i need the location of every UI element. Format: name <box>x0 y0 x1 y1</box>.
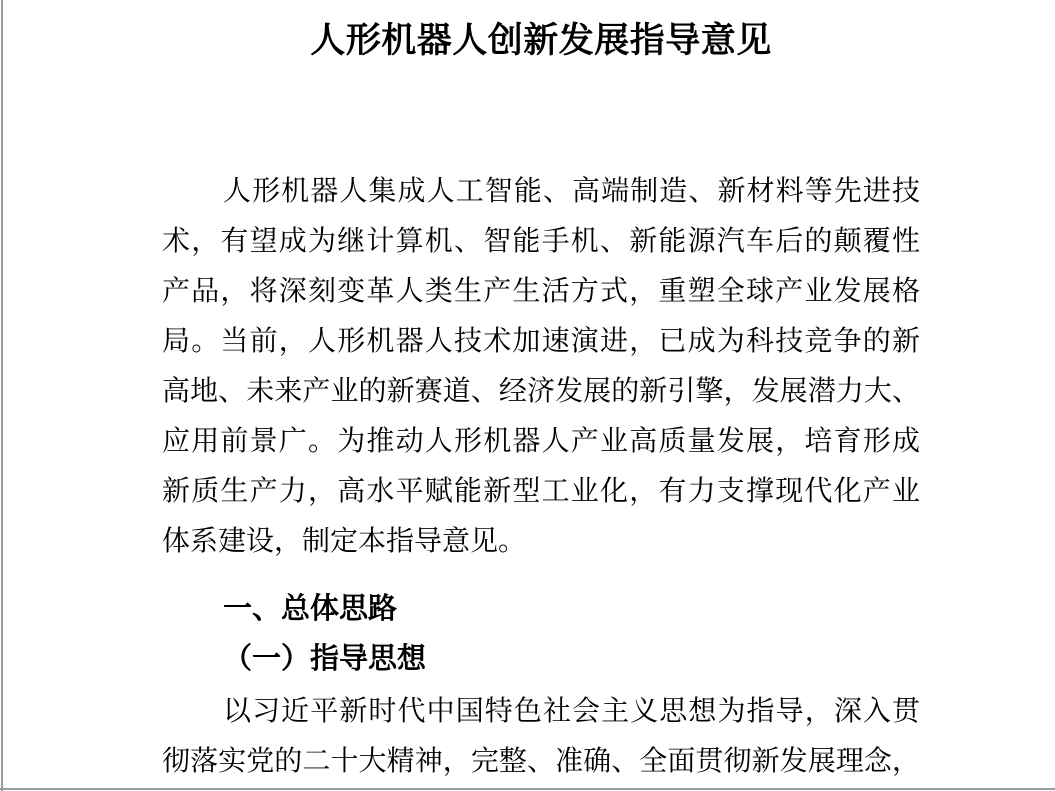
subsection-heading: （一）指导思想 <box>223 643 427 675</box>
paragraph-line: 以习近平新时代中国特色社会主义思想为指导，深入贯 <box>223 696 920 727</box>
section-heading: 一、总体思路 <box>223 593 398 625</box>
paragraph-line: 术，有望成为继计算机、智能手机、新能源汽车后的颠覆性 <box>162 226 920 257</box>
paragraph-line: 局。当前，人形机器人技术加速演进，已成为科技竞争的新 <box>162 326 920 357</box>
paragraph-line: 彻落实党的二十大精神，完整、准确、全面贯彻新发展理念， <box>162 746 920 777</box>
paragraph-line: 新质生产力，高水平赋能新型工业化，有力支撑现代化产业 <box>162 476 920 507</box>
paragraph-line: 产品，将深刻变革人类生产生活方式，重塑全球产业发展格 <box>162 276 920 307</box>
paragraph-line: 应用前景广。为推动人形机器人产业高质量发展，培育形成 <box>162 426 920 457</box>
paragraph-line: 高地、未来产业的新赛道、经济发展的新引擎，发展潜力大、 <box>162 376 920 407</box>
page-bottom-edge-line <box>0 788 1055 790</box>
paragraph-line: 体系建设，制定本指导意见。 <box>162 526 527 557</box>
page-left-edge-line <box>1 0 3 791</box>
guiding-thought-paragraph <box>162 687 920 787</box>
document-title: 人形机器人创新发展指导意见 <box>310 21 772 60</box>
paragraph-line: 人形机器人集成人工智能、高端制造、新材料等先进技 <box>223 176 920 207</box>
intro-paragraph <box>162 167 920 567</box>
